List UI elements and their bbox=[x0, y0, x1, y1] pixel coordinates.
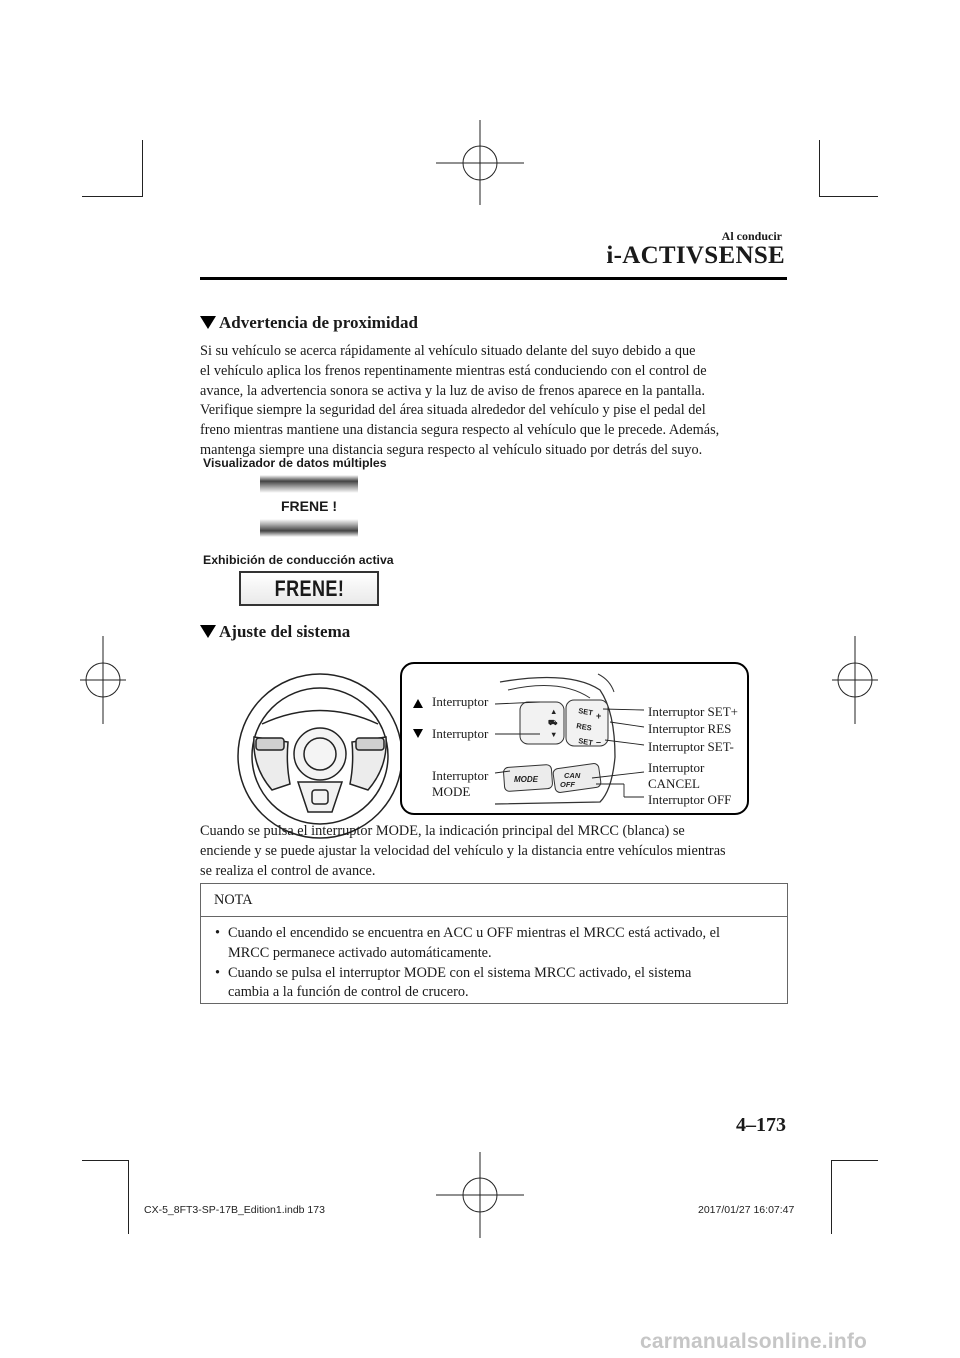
footer-filename: CX-5_8FT3-SP-17B_Edition1.indb 173 bbox=[144, 1204, 325, 1216]
note-box bbox=[200, 883, 788, 1004]
section-title: i-ACTIVSENSE bbox=[606, 242, 785, 269]
up-triangle-icon bbox=[413, 699, 423, 708]
note-divider bbox=[201, 916, 787, 917]
caption-multi-display: Visualizador de datos múltiples bbox=[203, 456, 387, 470]
active-driving-display bbox=[239, 571, 379, 606]
note-title: NOTA bbox=[214, 892, 253, 908]
note-item: • Cuando el encendido se encuentra en ACC u OFF mientras el MRCC está activado, el MRCC permanece activado automáticamente. bbox=[215, 925, 720, 961]
heading-adjust: Ajuste del sistema bbox=[200, 622, 350, 642]
label-set-plus-switch: Interruptor SET+ bbox=[648, 704, 739, 719]
down-arrow-glyph: ▼ bbox=[550, 730, 558, 739]
bullet-icon: • bbox=[215, 925, 221, 941]
triangle-down-icon bbox=[200, 316, 216, 329]
note-item: • Cuando se pulsa el interruptor MODE con el sistema MRCC activado, el sistema cambia a la función de control de crucero. bbox=[215, 964, 692, 1001]
res-button: RES bbox=[575, 721, 593, 733]
steering-wheel-illustration bbox=[232, 672, 412, 840]
label-res-switch: Interruptor RES bbox=[648, 721, 732, 736]
section-label: Al conducir bbox=[721, 229, 782, 243]
brake-warning-text-active: FRENE! bbox=[274, 575, 344, 601]
adjust-paragraph: Cuando se pulsa el interruptor MODE, la indicación principal del MRCC (blanca) se enciende y se puede ajustar la velocidad del vehículo y la distancia entre vehículos mientras se realiza el control de avance. bbox=[200, 823, 726, 879]
page-number: 4–173 bbox=[736, 1114, 786, 1136]
bullet-icon: • bbox=[215, 964, 221, 981]
multi-info-display bbox=[260, 475, 358, 537]
set-plus-button: SET bbox=[577, 706, 594, 718]
label-off-switch: Interruptor OFF bbox=[648, 792, 732, 807]
footer-timestamp: 2017/01/27 16:07:47 bbox=[698, 1204, 795, 1216]
off-button: OFF bbox=[560, 780, 575, 789]
svg-text:+: + bbox=[596, 711, 602, 721]
label-up-switch: Interruptor bbox=[432, 694, 489, 709]
heading-proximity: Advertencia de proximidad bbox=[200, 313, 418, 333]
down-triangle-icon bbox=[413, 729, 423, 738]
label-mode-switch: Interruptor MODE bbox=[432, 768, 489, 799]
mode-button: MODE bbox=[514, 775, 538, 784]
brake-warning-text: FRENE ! bbox=[281, 498, 337, 514]
svg-text:–: – bbox=[596, 737, 602, 747]
set-minus-button: SET bbox=[577, 736, 594, 748]
watermark: carmanualsonline.info bbox=[640, 1330, 868, 1353]
car-distance-icon: ⛟ bbox=[548, 718, 558, 727]
cancel-button: CAN bbox=[564, 771, 581, 780]
proximity-paragraph: Si su vehículo se acerca rápidamente al vehículo situado delante del suyo debido a que el vehículo aplica los frenos repentinamente mientras está conduciendo con el control de avance, la advertencia sonora se activa y la luz de aviso de frenos aparece en la pantalla. Verifique siempre la seguridad del área situada alrededor del vehículo y pise el pedal del freno mientras mantiene una distancia segura respecto al vehículo que le precede. Además, mantenga siempre una distancia segura respecto al vehículo situado por detrás del suyo. bbox=[200, 343, 720, 458]
note-list bbox=[201, 924, 789, 1003]
label-set-minus-switch: Interruptor SET- bbox=[648, 739, 734, 754]
caption-active-display: Exhibición de conducción activa bbox=[203, 553, 394, 567]
label-cancel-switch: Interruptor CANCEL bbox=[648, 760, 705, 791]
header-rule bbox=[200, 277, 787, 280]
triangle-down-icon bbox=[200, 625, 216, 638]
up-arrow-glyph: ▲ bbox=[550, 707, 558, 716]
label-down-switch: Interruptor bbox=[432, 726, 489, 741]
